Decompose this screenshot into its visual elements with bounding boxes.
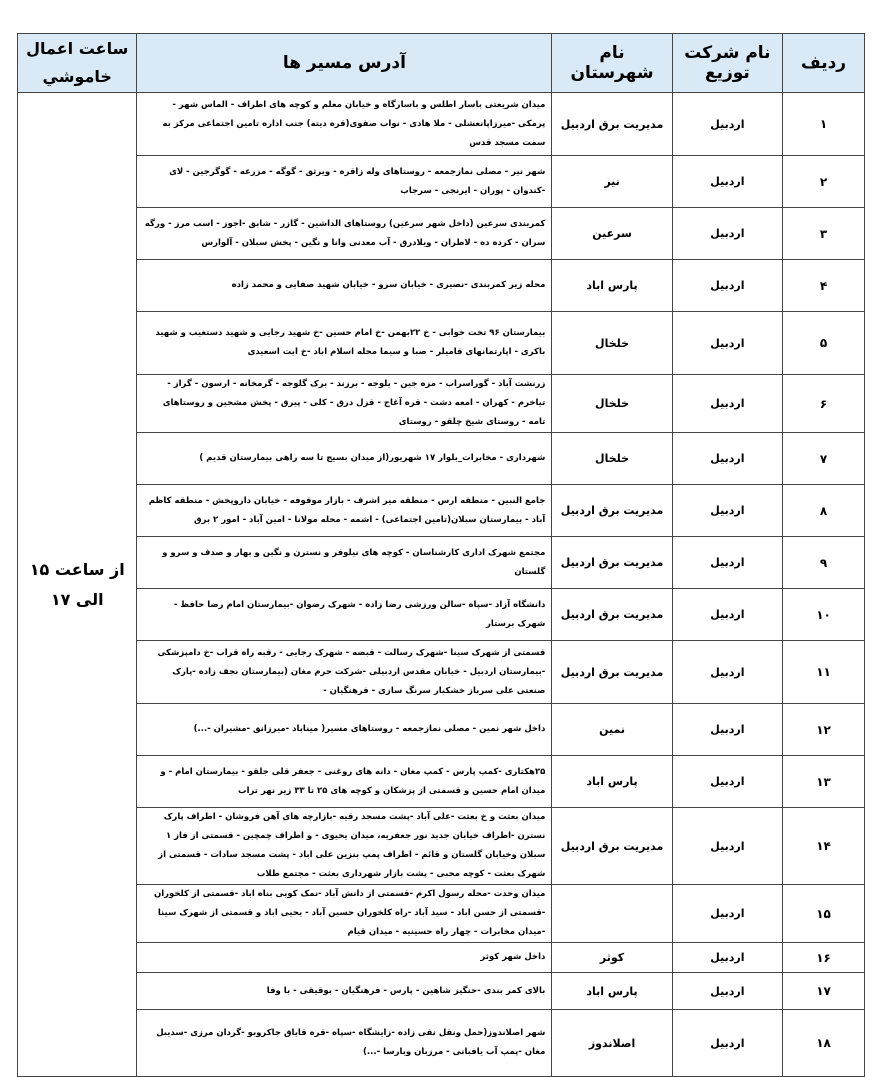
table-row	[18, 808, 865, 885]
row-number: ۱	[783, 93, 865, 156]
row-number: ۱۷	[783, 973, 865, 1010]
row-number: ۸	[783, 485, 865, 537]
row-number: ۱۸	[783, 1010, 865, 1077]
row-number: ۱۴	[783, 808, 865, 885]
table-row	[18, 93, 865, 156]
company-cell: اردبیل	[672, 641, 782, 704]
company-cell: اردبیل	[672, 433, 782, 485]
table-body	[18, 93, 865, 1077]
company-cell: اردبیل	[672, 537, 782, 589]
company-cell: اردبیل	[672, 312, 782, 375]
city-cell: خلخال	[552, 312, 672, 375]
city-cell: پارس اباد	[552, 260, 672, 312]
city-cell: خلخال	[552, 433, 672, 485]
city-cell: مدیریت برق اردبیل	[552, 537, 672, 589]
table-row	[18, 641, 865, 704]
table-row	[18, 260, 865, 312]
row-number: ۲	[783, 156, 865, 208]
header-row-number: ردیف	[783, 34, 865, 93]
address-cell: شهر نیر - مصلی نمازجمعه - روستاهای وله زاقره - ویرثق - گوگه - مزرعه - گوگرجین - لای -کندوان - پوران - ایرنجی - سرجاب	[137, 156, 552, 208]
outage-schedule-table	[17, 33, 865, 1077]
header-address: آدرس مسیر ها	[137, 34, 552, 93]
company-cell: اردبیل	[672, 375, 782, 433]
address-cell: مجتمع شهرک اداری کارشناسان - کوچه های نیلوفر و نسترن و نگین و بهار و صدف و سرو و گلستان	[137, 537, 552, 589]
address-cell: بالای کمر بندی -حنگیز شاهین - پارس - فرهنگیان - بوقیقی - با وفا	[137, 973, 552, 1010]
company-cell: اردبیل	[672, 485, 782, 537]
address-cell: میدان شریعتی باسار اطلس و باسارگاه و خیابان معلم و کوچه های اطراف - الماس شهر - پرمکی -میرزاپانعشلی - ملا هادی - نواب صفوی(قره دیته) جنب اداره تامین اجتماعی مرکز به سمت مسجد قدس	[137, 93, 552, 156]
address-cell: محله زیر کمربندی -نصیری - خیابان سرو - خیابان شهید صفایی و محمد زاده	[137, 260, 552, 312]
address-cell: میدان بعثت و خ بعثت -علی آباد -پشت مسجد رقیه -بازارچه های آهن فروشان - اطراف پارک نسترن -اطراف خیابان جدید نور جعفریه، میدان یحیوی - و اطراف چمچین - قسمتی از فاز ۱ سبلان وخیابان گلستان و قائم - اطراف پمپ بنزین علی اباد - پشت مسجد سادات - قسمتی از شهرک بعثت - کوچه محبی - پشت بازار شهرداری بعثت - مجتمع طلاب	[137, 808, 552, 885]
address-cell: میدان وحدت -محله رسول اکرم -قسمتی از دانش آباد -نمک کوبی بناه اباد -قسمتی از کلخوران -قسمتی از حسن اباد - سید آباد -راه کلخوران حسین آباد - یحیی اباد و قسمتی از شهرک سینا -میدان مخابرات - چهار راه حسینیه - میدان قیام	[137, 885, 552, 943]
table-row	[18, 589, 865, 641]
address-cell: ۲۵هکتاری -کمپ پارس - کمپ مغان - دانه های روغنی - جعفر قلی جلقو - بیمارستان امام - و میدان امام حسین و قسمتی از پزشکان و کوچه های ۲۵ تا ۳۳ زیر نهر تراب	[137, 756, 552, 808]
company-cell: اردبیل	[672, 156, 782, 208]
table-row	[18, 485, 865, 537]
company-cell: اردبیل	[672, 589, 782, 641]
company-cell: اردبیل	[672, 943, 782, 973]
row-number: ۹	[783, 537, 865, 589]
row-number: ۱۳	[783, 756, 865, 808]
city-cell: مدیریت برق اردبیل	[552, 485, 672, 537]
table-row	[18, 943, 865, 973]
address-cell: شهر اصلاندوز(حمل ونقل نقی زاده -زایشگاه -سپاه -قره قایاق جاکروبو -گردان مرزی -سدیبل مغان -پمپ آب یافبانی - مرزبان وبارسا -...)	[137, 1010, 552, 1077]
company-cell: اردبیل	[672, 885, 782, 943]
address-cell: زرنشت آباد - گوراسراب - مزه جین - یلوجه - برزند - برک گلوجه - گرمخانه - ارسون - گراز - تیاخرم - کهران - امعه دشت - قره آغاج - قزل درق - کلی - پیرق - پخش مشجین و روستاهای تامه - روستای شیخ چلقو - روستای	[137, 375, 552, 433]
address-cell: کمربندی سرعین (داخل شهر سرعین) روستاهای الداشین - گازر - شابق -اجوز - اسب مرز - ورگه سران - کرده ده - لاطران - ویلادرق - آب معدنی وانا و نگین - پخش سبلان - آلوارس	[137, 208, 552, 260]
table-row	[18, 375, 865, 433]
header-row	[18, 34, 865, 93]
city-cell: مدیریت برق اردبیل	[552, 589, 672, 641]
table-row	[18, 312, 865, 375]
address-cell: بیمارستان ۹۶ تخت خوابی - خ ۲۲بهمن -خ امام حسین -خ شهید رجایی و شهید دستغیب و شهید باکری - اپارتمانهای قامیلر - صبا و سیما محله اسلام اباد -خ ایت اسعیدی	[137, 312, 552, 375]
company-cell: اردبیل	[672, 1010, 782, 1077]
address-cell: قسمتی از شهرک سینا -شهرک رسالت - قبضه - شهرک رجایی - رقبه راه قراب -خ دامپزشکی -بیمارستان اردبیل - خیابان مقدس اردبیلی -شرکت حرم مغان (بیمارستان نجف زاده -پارک صنعتی علی سرباز خشکبار سرنگ سازی - فرهنگیان -	[137, 641, 552, 704]
company-cell: اردبیل	[672, 973, 782, 1010]
company-cell: اردبیل	[672, 808, 782, 885]
company-cell: اردبیل	[672, 756, 782, 808]
city-cell: پارس اباد	[552, 973, 672, 1010]
row-number: ۱۱	[783, 641, 865, 704]
city-cell: اصلاندوز	[552, 1010, 672, 1077]
city-cell: مدیریت برق اردبیل	[552, 808, 672, 885]
table-row	[18, 885, 865, 943]
company-cell: اردبیل	[672, 260, 782, 312]
table-row	[18, 756, 865, 808]
table-row	[18, 208, 865, 260]
table-row	[18, 433, 865, 485]
address-cell: شهرداری - مخابرات_بلوار ۱۷ شهریور(از میدان بسیج تا سه راهی بیمارستان قدیم )	[137, 433, 552, 485]
header-company: نام شرکت توزیع	[672, 34, 782, 93]
table-row	[18, 973, 865, 1010]
city-cell: پارس اباد	[552, 756, 672, 808]
row-number: ۷	[783, 433, 865, 485]
city-cell: مدیریت برق اردبیل	[552, 641, 672, 704]
row-number: ۴	[783, 260, 865, 312]
row-number: ۳	[783, 208, 865, 260]
row-number: ۵	[783, 312, 865, 375]
row-number: ۱۵	[783, 885, 865, 943]
city-cell: مدیریت برق اردبیل	[552, 93, 672, 156]
row-number: ۱۲	[783, 704, 865, 756]
address-cell: جامع النبین - منطقه ارس - منطقه میر اشرف - بازار موقوفه - خیابان داروپخش - منطقه کاظم آباد - بیمارستان سبلان(تامین اجتماعی) - اشمه - محله مولانا - امین آباد - امور ۲ برق	[137, 485, 552, 537]
header-city: نام شهرستان	[552, 34, 672, 93]
table-row	[18, 537, 865, 589]
city-cell: نمین	[552, 704, 672, 756]
row-number: ۱۰	[783, 589, 865, 641]
city-cell	[552, 885, 672, 943]
address-cell: داخل شهر نمین - مصلی نمازجمعه - روستاهای مسیر( میناباد -میرزانق -مشیران -...)	[137, 704, 552, 756]
row-number: ۶	[783, 375, 865, 433]
table-row	[18, 1010, 865, 1077]
city-cell: کوثر	[552, 943, 672, 973]
outage-time-window: از ساعت ۱۵ الی ۱۷	[18, 93, 137, 1077]
table-row	[18, 704, 865, 756]
city-cell: نیر	[552, 156, 672, 208]
table-row	[18, 156, 865, 208]
city-cell: سرعین	[552, 208, 672, 260]
company-cell: اردبیل	[672, 704, 782, 756]
address-cell: دانشگاه آزاد -سپاه -سالن ورزشی رضا زاده - شهرک رضوان -بیمارستان امام رضا حافظ - شهرک برستار	[137, 589, 552, 641]
row-number: ۱۶	[783, 943, 865, 973]
city-cell: خلخال	[552, 375, 672, 433]
company-cell: اردبیل	[672, 208, 782, 260]
company-cell: اردبیل	[672, 93, 782, 156]
header-outage-time: ساعت اعمال خاموشي	[18, 34, 137, 93]
address-cell: داخل شهر کوثر	[137, 943, 552, 973]
